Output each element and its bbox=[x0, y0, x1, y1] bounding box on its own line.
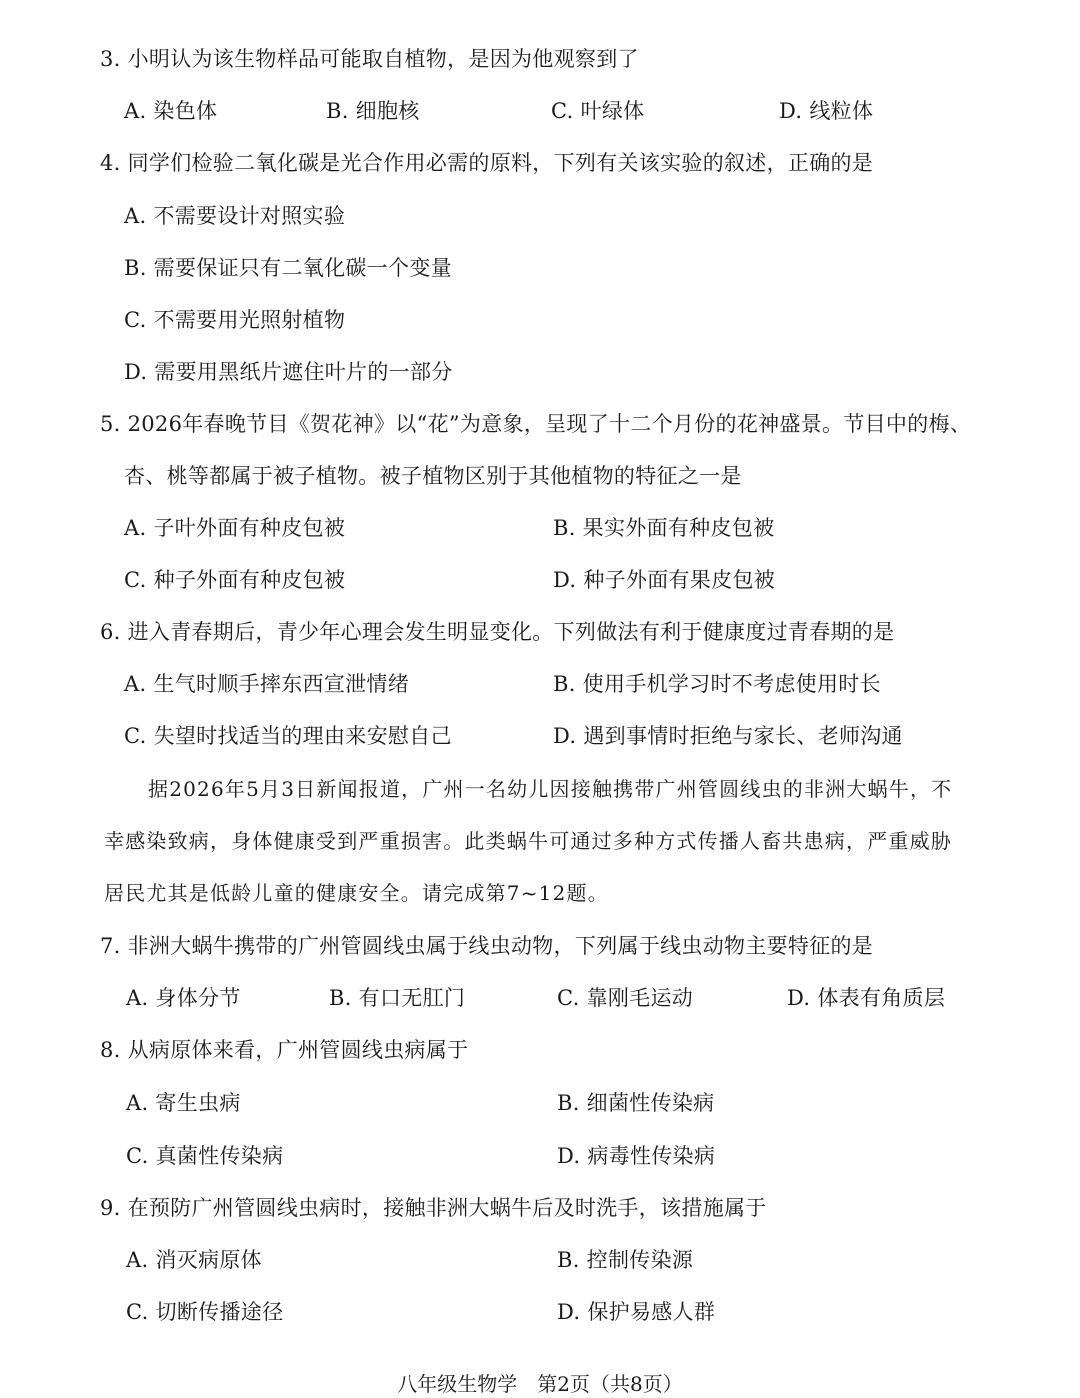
q6-option-d: D. 遇到事情时拒绝与家长、老师沟通 bbox=[553, 724, 903, 748]
q9-option-d: D. 保护易感人群 bbox=[557, 1300, 716, 1324]
q4-option-a: A. 不需要设计对照实验 bbox=[124, 204, 346, 228]
q6-option-b: B. 使用手机学习时不考虑使用时长 bbox=[553, 672, 881, 696]
q5-option-b: B. 果实外面有种皮包被 bbox=[553, 516, 775, 540]
q7-option-d: D. 体表有角质层 bbox=[787, 986, 946, 1010]
q5-option-a: A. 子叶外面有种皮包被 bbox=[124, 516, 346, 540]
q9-option-b: B. 控制传染源 bbox=[557, 1248, 694, 1272]
q8-option-d: D. 病毒性传染病 bbox=[557, 1144, 716, 1168]
q6-option-c: C. 失望时找适当的理由来安慰自己 bbox=[124, 724, 452, 748]
q5-stem-line1: 5. 2026年春晚节目《贺花神》以“花”为意象，呈现了十二个月份的花神盛景。节目中的梅、 bbox=[100, 412, 972, 436]
q7-option-c: C. 靠刚毛运动 bbox=[557, 986, 694, 1010]
passage-line-3: 居民尤其是低龄儿童的健康安全。请完成第7~12题。 bbox=[104, 881, 609, 905]
q9-option-c: C. 切断传播途径 bbox=[126, 1300, 284, 1324]
q4-option-c: C. 不需要用光照射植物 bbox=[124, 308, 346, 332]
q3-option-b: B. 细胞核 bbox=[326, 99, 420, 123]
q5-option-c: C. 种子外面有种皮包被 bbox=[124, 568, 346, 592]
q6-option-a: A. 生气时顺手摔东西宣泄情绪 bbox=[124, 672, 410, 696]
q3-option-a: A. 染色体 bbox=[124, 99, 218, 123]
q6-stem: 6. 进入青春期后，青少年心理会发生明显变化。下列做法有利于健康度过青春期的是 bbox=[100, 620, 895, 644]
q7-option-b: B. 有口无肛门 bbox=[329, 986, 466, 1010]
q9-option-a: A. 消灭病原体 bbox=[126, 1248, 262, 1272]
q4-option-b: B. 需要保证只有二氧化碳一个变量 bbox=[124, 256, 452, 280]
q4-option-d: D. 需要用黑纸片遮住叶片的一部分 bbox=[124, 360, 453, 384]
page-footer: 八年级生物学 第2页（共8页） bbox=[397, 1372, 683, 1396]
q8-option-c: C. 真菌性传染病 bbox=[126, 1144, 284, 1168]
q5-stem-line2: 杏、桃等都属于被子植物。被子植物区别于其他植物的特征之一是 bbox=[124, 464, 742, 488]
q9-stem: 9. 在预防广州管圆线虫病时，接触非洲大蜗牛后及时洗手，该措施属于 bbox=[100, 1196, 767, 1220]
q5-option-d: D. 种子外面有果皮包被 bbox=[553, 568, 776, 592]
q4-stem: 4. 同学们检验二氧化碳是光合作用必需的原料，下列有关该实验的叙述，正确的是 bbox=[100, 151, 874, 175]
q7-stem: 7. 非洲大蜗牛携带的广州管圆线虫属于线虫动物，下列属于线虫动物主要特征的是 bbox=[100, 934, 874, 958]
q3-stem: 3. 小明认为该生物样品可能取自植物，是因为他观察到了 bbox=[100, 47, 639, 71]
q8-stem: 8. 从病原体来看，广州管圆线虫病属于 bbox=[100, 1038, 469, 1062]
passage-line-1: 据2026年5月3日新闻报道，广州一名幼儿因接触携带广州管圆线虫的非洲大蜗牛，不 bbox=[148, 777, 953, 801]
q7-option-a: A. 身体分节 bbox=[126, 986, 241, 1010]
q3-option-d: D. 线粒体 bbox=[779, 99, 874, 123]
passage-line-2: 幸感染致病，身体健康受到严重损害。此类蜗牛可通过多种方式传播人畜共患病，严重威胁 bbox=[104, 829, 952, 853]
q8-option-a: A. 寄生虫病 bbox=[126, 1091, 241, 1115]
q3-option-c: C. 叶绿体 bbox=[551, 99, 645, 123]
q8-option-b: B. 细菌性传染病 bbox=[557, 1091, 715, 1115]
